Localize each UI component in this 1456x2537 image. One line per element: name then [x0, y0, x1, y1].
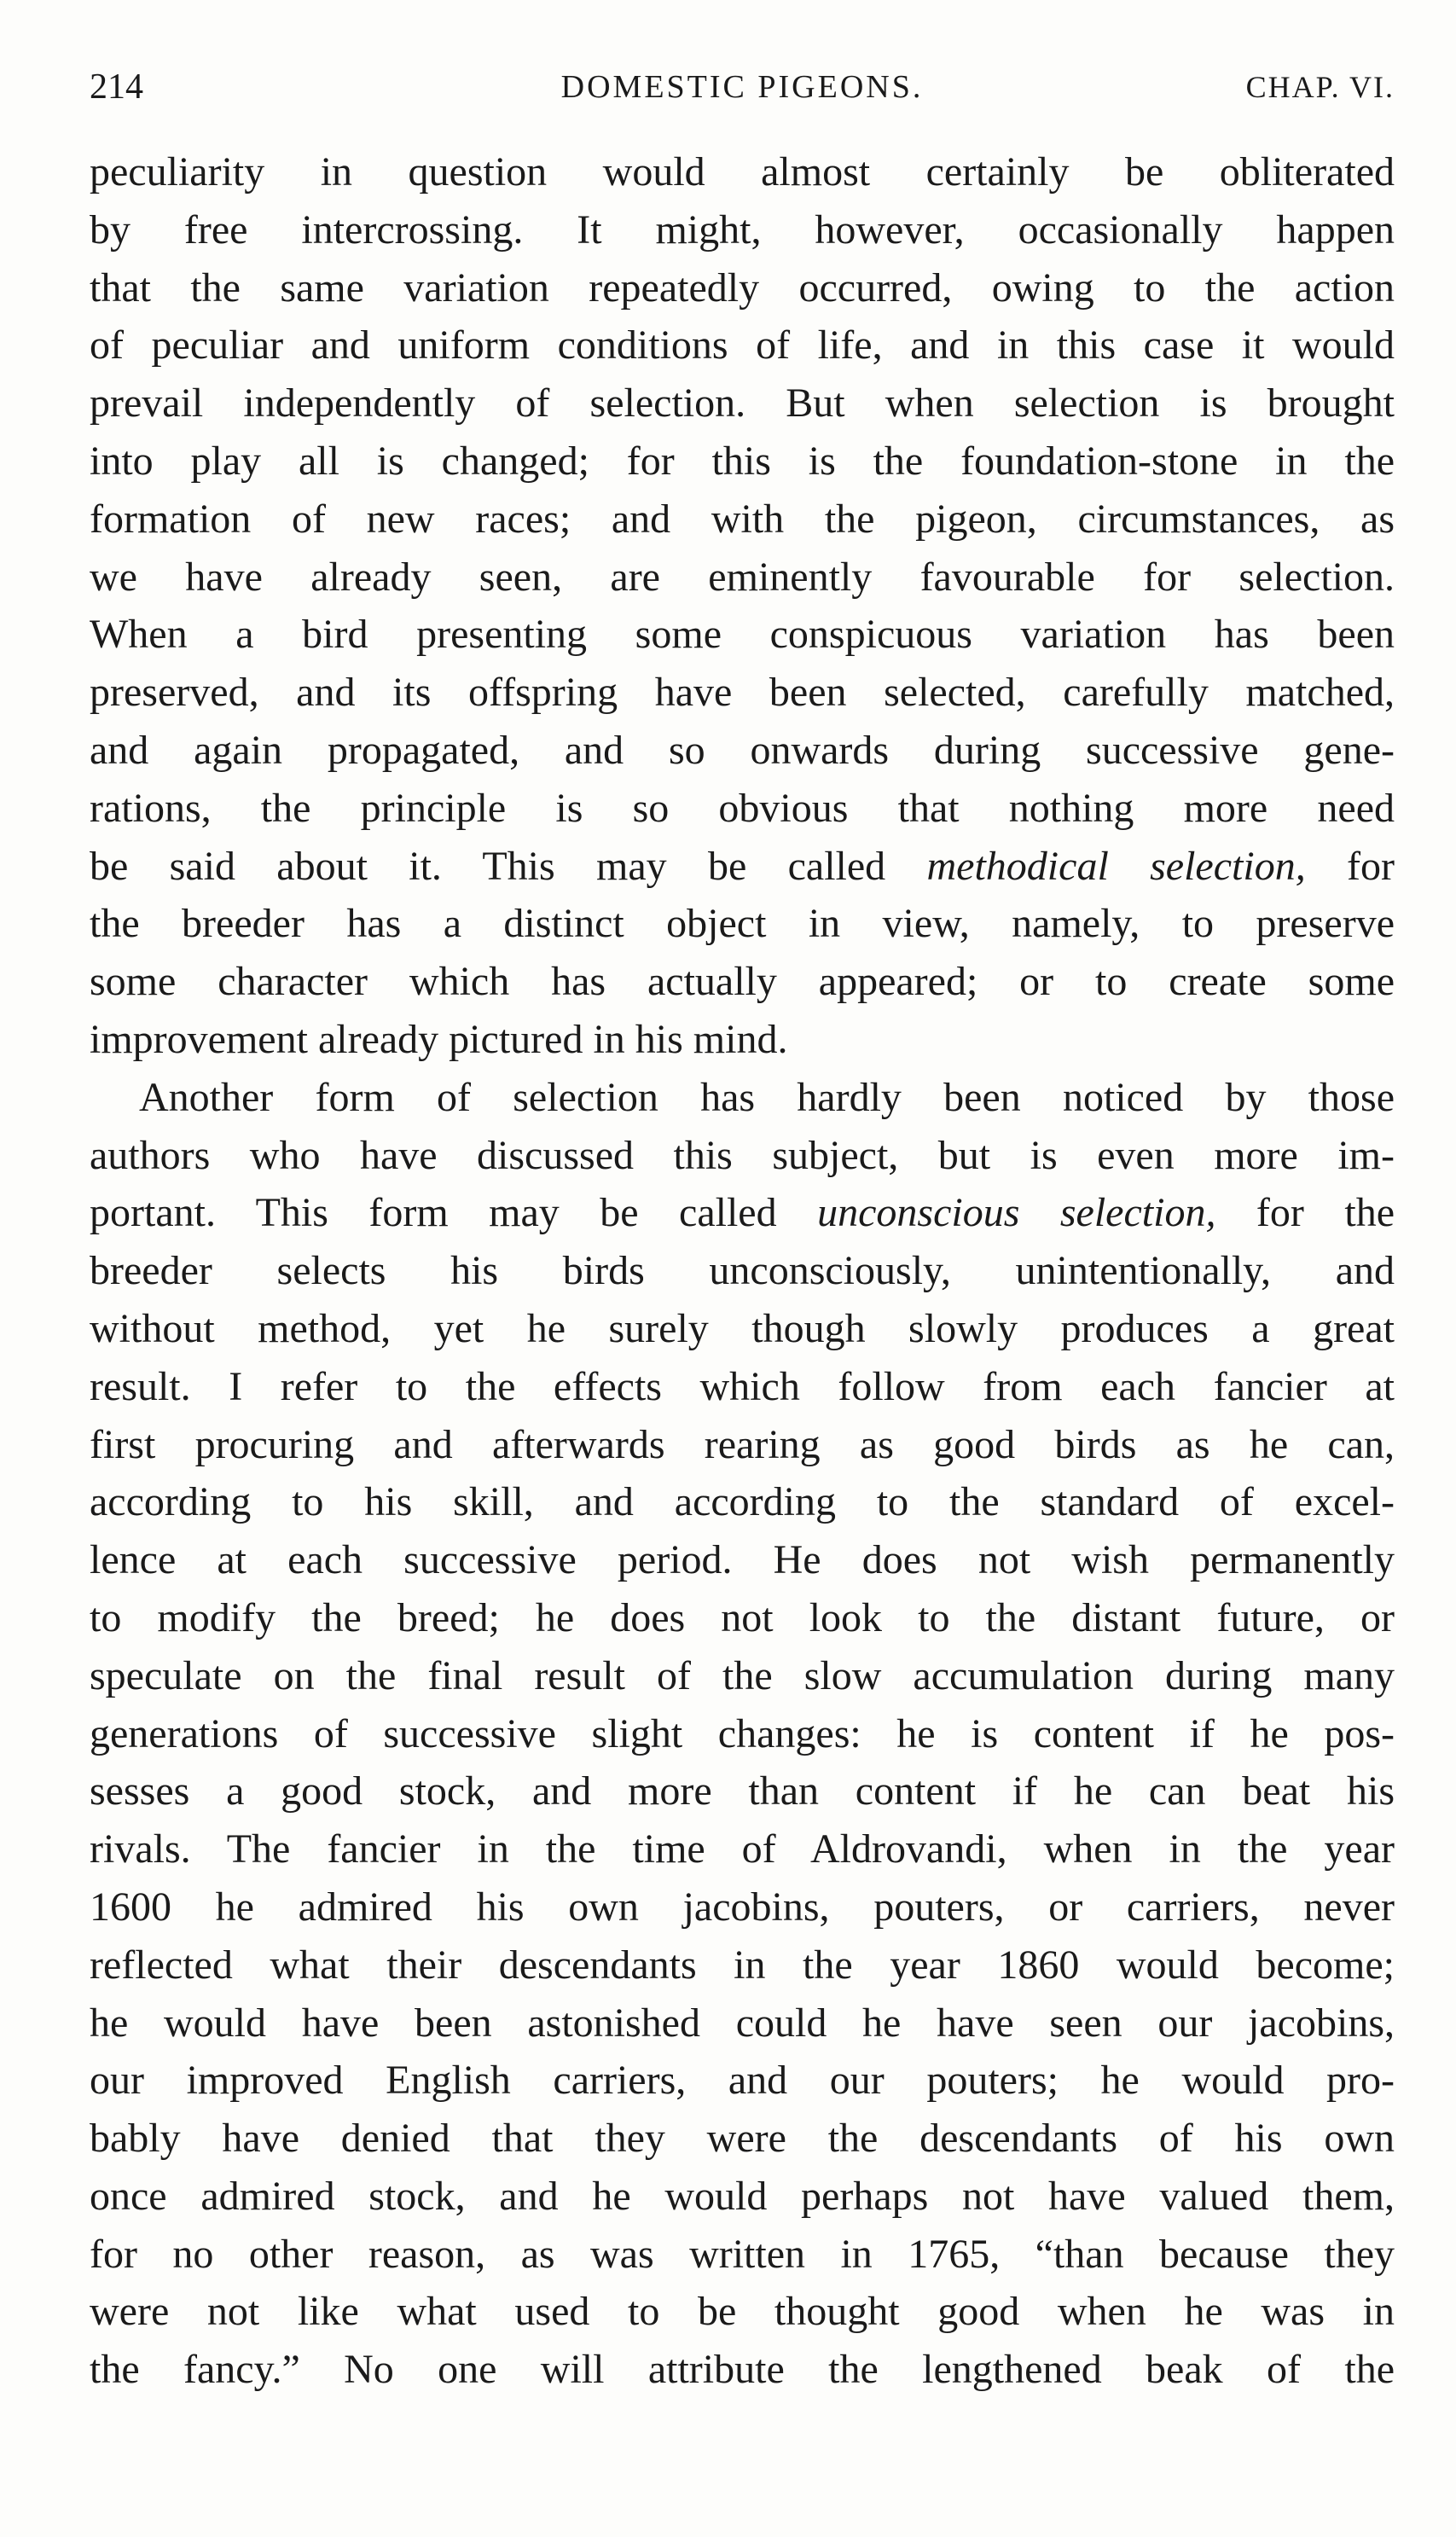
- italic-term: methodical selection,: [926, 843, 1306, 889]
- text-line: Another form of selection has hardly been noticed by those: [139, 1074, 1395, 1120]
- running-head: [90, 61, 1395, 113]
- text-line: preserved, and its offspring have been selected, carefully matched,: [90, 670, 1395, 716]
- text-line: prevail independently of selection. But when selection is brought: [90, 380, 1395, 427]
- text-line: breeder selects his birds unconsciously, unintentionally, and: [90, 1248, 1395, 1294]
- text-line: authors who have discussed this subject, but is even more im-: [90, 1132, 1395, 1178]
- text-line: peculiarity in question would almost certainly be obliterated: [90, 149, 1395, 194]
- running-title: DOMESTIC PIGEONS.: [560, 69, 924, 105]
- page-number: 214: [90, 67, 143, 107]
- text-line-with-italic: [90, 1184, 1395, 1242]
- text-line: When a bird presenting some conspicuous variation has been: [90, 612, 1395, 658]
- text-line: first procuring and afterwards rearing as good birds as he can,: [90, 1421, 1395, 1467]
- text-line: once admired stock, and he would perhaps not have valued them,: [90, 2173, 1395, 2219]
- text-segment: for: [1305, 843, 1395, 889]
- text-line: into play all is changed; for this is the foundation-stone in the: [90, 438, 1395, 484]
- text-line: speculate on the final result of the slow accumulation during many: [90, 1652, 1395, 1698]
- text-line: were not like what used to be thought good when he was in: [90, 2289, 1395, 2335]
- text-line: the breeder has a distinct object in view, namely, to preserve: [90, 901, 1395, 947]
- text-line: for no other reason, as was written in 1765, “than because they: [90, 2231, 1395, 2277]
- text-line: without method, yet he surely though slowly produces a great: [90, 1305, 1395, 1351]
- text-line: some character which has actually appeared; or to create some: [90, 959, 1395, 1005]
- text-line: by free intercrossing. It might, however, occasionally happen: [90, 206, 1395, 253]
- text-line: formation of new races; and with the pigeon, circumstances, as: [90, 496, 1395, 542]
- text-line: generations of successive slight changes: he is content if he pos-: [90, 1710, 1395, 1756]
- text-line: the fancy.” No one will attribute the lengthened beak of the: [90, 2347, 1395, 2393]
- text-segment: be said about it. This may be called: [90, 843, 927, 889]
- text-line: that the same variation repeatedly occurred, owing to the action: [90, 264, 1395, 311]
- text-line: 1600 he admired his own jacobins, pouters, or carriers, never: [90, 1884, 1395, 1930]
- text-line: to modify the breed; he does not look to the distant future, or: [90, 1594, 1395, 1640]
- text-line: our improved English carriers, and our pouters; he would pro-: [90, 2058, 1395, 2104]
- text-line: result. I refer to the effects which follow from each fancier at: [90, 1363, 1395, 1409]
- text-line: reflected what their descendants in the year 1860 would become;: [90, 1942, 1395, 1988]
- body-text: [90, 143, 1395, 2399]
- text-segment: portant. This form may be called: [90, 1190, 818, 1236]
- text-line: and again propagated, and so onwards during successive gene-: [90, 727, 1395, 773]
- text-line: lence at each successive period. He does not wish permanently: [90, 1537, 1395, 1583]
- text-line: we have already seen, are eminently favourable for selection.: [90, 554, 1395, 600]
- text-line: improvement already pictured in his mind.: [90, 1016, 788, 1062]
- text-line: sesses a good stock, and more than content if he can beat his: [90, 1768, 1395, 1814]
- text-line: he would have been astonished could he have seen our jacobins,: [90, 2000, 1395, 2046]
- text-line: rations, the principle is so obvious that nothing more need: [90, 785, 1395, 831]
- text-line-with-italic: [90, 838, 1395, 896]
- text-line: according to his skill, and according to the standard of excel-: [90, 1479, 1395, 1525]
- text-line: of peculiar and uniform conditions of life, and in this case it would: [90, 322, 1395, 369]
- italic-term: unconscious selection,: [817, 1190, 1216, 1236]
- text-line: bably have denied that they were the descendants of his own: [90, 2116, 1395, 2162]
- chapter-label: CHAP. VI.: [1245, 70, 1395, 104]
- text-line: rivals. The fancier in the time of Aldrovandi, when in the year: [90, 1826, 1395, 1872]
- text-segment: for the: [1215, 1190, 1395, 1236]
